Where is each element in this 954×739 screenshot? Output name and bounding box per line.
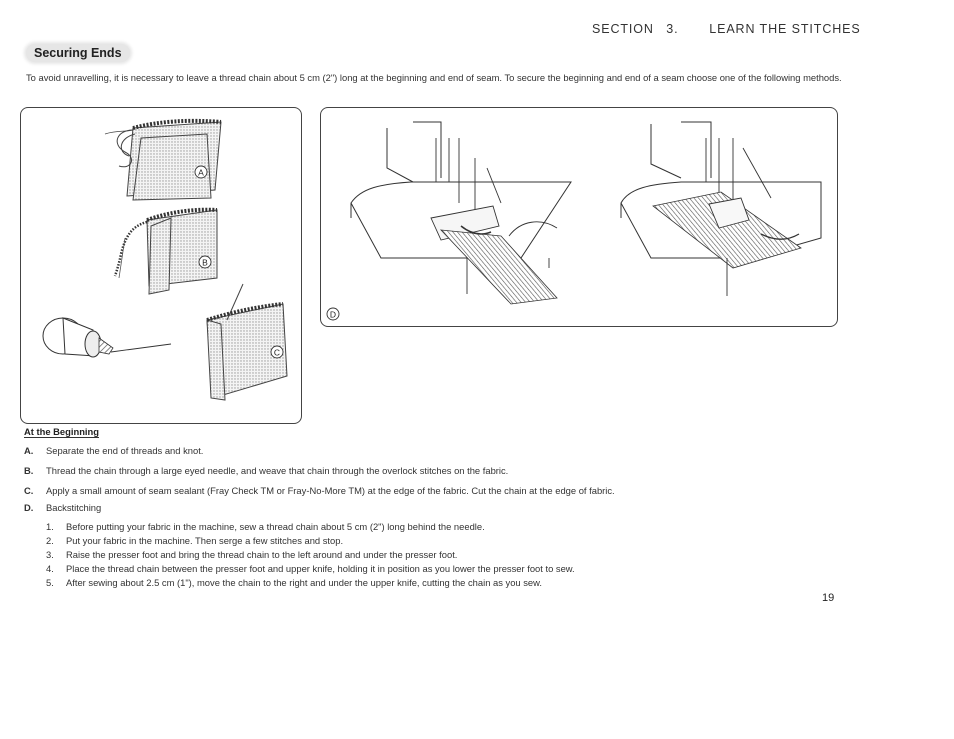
illustration-abc <box>21 108 301 423</box>
figure-c-label: C <box>273 347 281 358</box>
illustration-d <box>321 108 837 326</box>
step-text: Thread the chain through a large eyed needle, and weave that chain through the overlock stitches on the fabric. <box>46 465 509 476</box>
figure-d-label: D <box>329 309 337 320</box>
figure-b-drawing <box>115 210 217 294</box>
figure-c-drawing <box>43 284 287 400</box>
backstitch-step-text: Raise the presser foot and bring the thread chain to the left around and under the presser foot. <box>66 549 458 560</box>
step-d <box>24 502 844 514</box>
figure-panel-d <box>320 107 838 327</box>
section-label: SECTION <box>592 22 654 36</box>
step-label: B. <box>24 465 34 476</box>
figure-b-label: B <box>202 257 208 268</box>
subheading-at-beginning: At the Beginning <box>24 426 99 437</box>
step-label: A. <box>24 445 34 456</box>
step-b <box>24 465 844 477</box>
backstitch-step-number: 3. <box>46 549 54 560</box>
section-header <box>592 22 861 36</box>
backstitch-step-3 <box>46 549 836 561</box>
backstitch-step-4 <box>46 563 836 575</box>
backstitch-step-text: Put your fabric in the machine. Then serge a few stitches and stop. <box>66 535 344 546</box>
intro-paragraph: To avoid unravelling, it is necessary to leave a thread chain about 5 cm (2") long at the beginning and end of seam. To secure the beginning and end of a seam choose one of the following methods. <box>26 72 842 83</box>
backstitch-step-text: Place the thread chain between the presser foot and upper knife, holding it in position as you lower the presser foot to sew. <box>66 563 575 574</box>
backstitch-step-5 <box>46 577 836 589</box>
figure-a-label: A <box>198 167 204 178</box>
backstitch-step-text: Before putting your fabric in the machine, sew a thread chain about 5 cm (2") long behind the needle. <box>66 521 485 532</box>
step-text: Separate the end of threads and knot. <box>46 445 204 456</box>
step-label: C. <box>24 485 34 496</box>
step-text: Apply a small amount of seam sealant (Fray Check TM or Fray-No-More TM) at the edge of the fabric. Cut the chain at the edge of fabric. <box>46 485 615 496</box>
step-text: Backstitching <box>46 502 102 513</box>
step-c <box>24 485 844 497</box>
backstitch-step-number: 5. <box>46 577 54 588</box>
backstitch-step-1 <box>46 521 836 533</box>
section-number: 3. <box>666 22 679 36</box>
backstitch-step-2 <box>46 535 836 547</box>
machine-right-drawing <box>621 122 821 296</box>
page-number: 19 <box>822 592 835 604</box>
page-title: Securing Ends <box>26 44 130 62</box>
section-title: LEARN THE STITCHES <box>709 22 861 36</box>
backstitch-step-number: 4. <box>46 563 54 574</box>
step-a <box>24 445 844 457</box>
machine-left-drawing <box>351 122 571 304</box>
backstitch-step-text: After sewing about 2.5 cm (1"), move the chain to the right and under the upper knife, cutting the chain as you sew. <box>66 577 543 588</box>
backstitch-step-number: 2. <box>46 535 54 546</box>
figure-panel-abc <box>20 107 302 424</box>
step-label: D. <box>24 502 34 513</box>
backstitch-step-number: 1. <box>46 521 54 532</box>
figure-a-drawing <box>105 121 221 200</box>
